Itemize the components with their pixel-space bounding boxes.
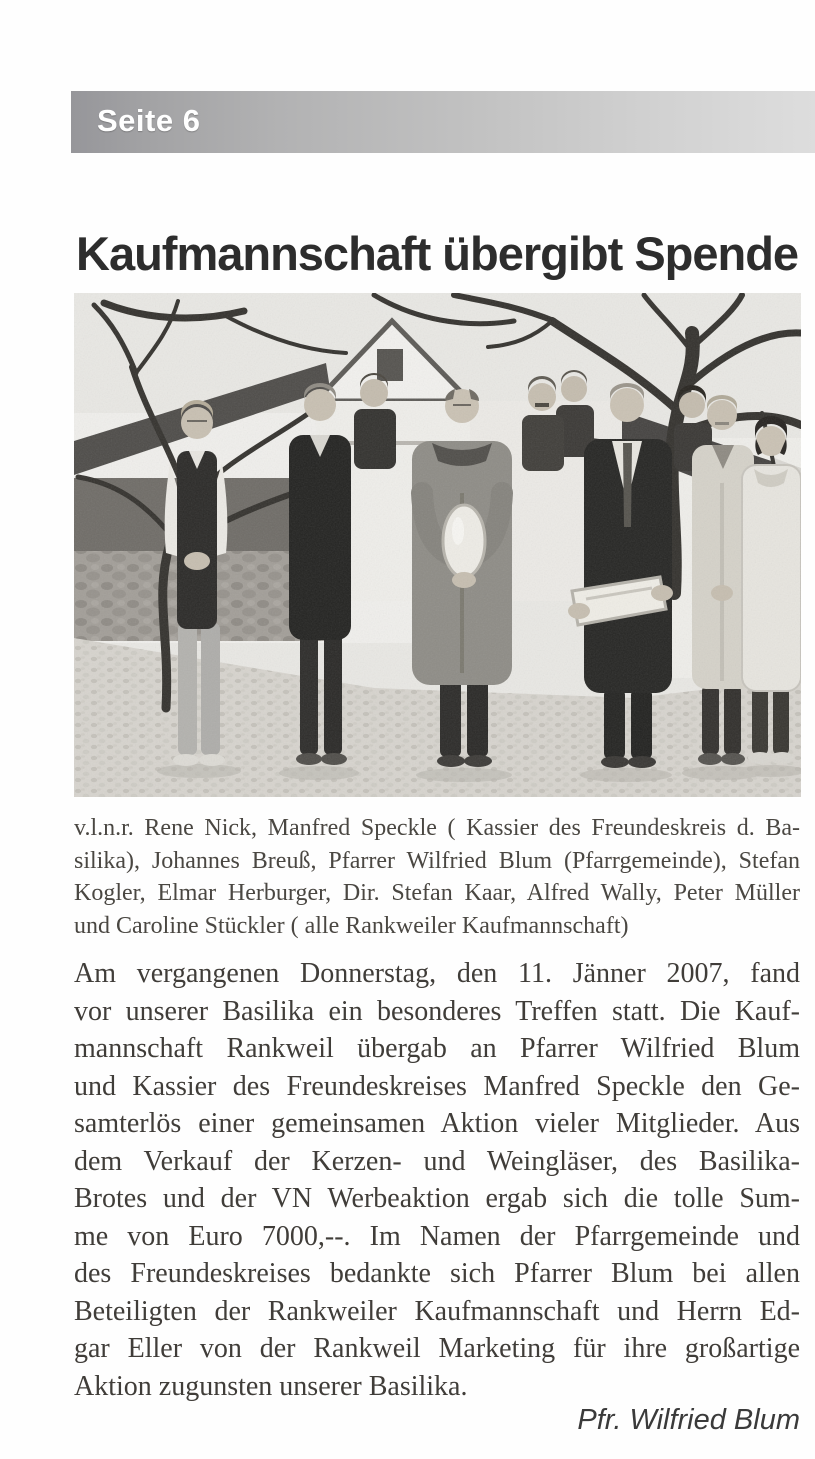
body-line: samterlös einer gemeinsamen Aktion vieler Mitglieder. Aus <box>74 1108 800 1139</box>
caption-line: v.l.n.r. Rene Nick, Manfred Speckle ( Kassier des Freundeskreis d. Ba- <box>74 815 800 841</box>
body-line: Am vergangenen Donnerstag, den 11. Jänner 2007, fand <box>74 958 800 989</box>
page-header-bar <box>71 91 815 153</box>
body-line: des Freundeskreises bedankte sich Pfarrer Blum bei allen <box>74 1258 800 1289</box>
body-line: gar Eller von der Rankweil Marketing für ihre großartige <box>74 1333 800 1364</box>
caption-line: und Caroline Stückler ( alle Rankweiler Kaufmannschaft) <box>74 912 629 939</box>
caption-line: silika), Johannes Breuß, Pfarrer Wilfried Blum (Pfarrgemeinde), Stefan <box>74 847 800 874</box>
body-line: Aktion zugunsten unserer Basilika. <box>74 1370 468 1402</box>
body-line: Beteiligten der Rankweiler Kaufmannschaft und Herrn Ed- <box>74 1295 800 1327</box>
photo-grain-overlay <box>74 293 801 797</box>
body-line: dem Verkauf der Kerzen- und Weingläser, des Basilika- <box>74 1145 800 1177</box>
body-line: me von Euro 7000,--. Im Namen der Pfarrgemeinde und <box>74 1220 800 1252</box>
article-body <box>74 955 800 1405</box>
body-line: Brotes und der VN Werbeaktion ergab sich die tolle Sum- <box>74 1183 800 1214</box>
body-line: vor unserer Basilika ein besonderes Treffen statt. Die Kauf- <box>74 995 800 1027</box>
body-line: mannschaft Rankweil übergab an Pfarrer Wilfried Blum <box>74 1033 800 1064</box>
group-photo-illustration <box>74 293 801 797</box>
article-title: Kaufmannschaft übergibt Spende <box>76 227 799 280</box>
photo-caption <box>74 812 800 942</box>
caption-line: Kogler, Elmar Herburger, Dir. Stefan Kaar, Alfred Wally, Peter Müller <box>74 880 800 906</box>
body-line: und Kassier des Freundeskreises Manfred Speckle den Ge- <box>74 1070 800 1102</box>
page-number-label: Seite 6 <box>97 103 201 138</box>
article-photo <box>74 293 801 797</box>
author-signature: Pfr. Wilfried Blum <box>577 1404 800 1436</box>
